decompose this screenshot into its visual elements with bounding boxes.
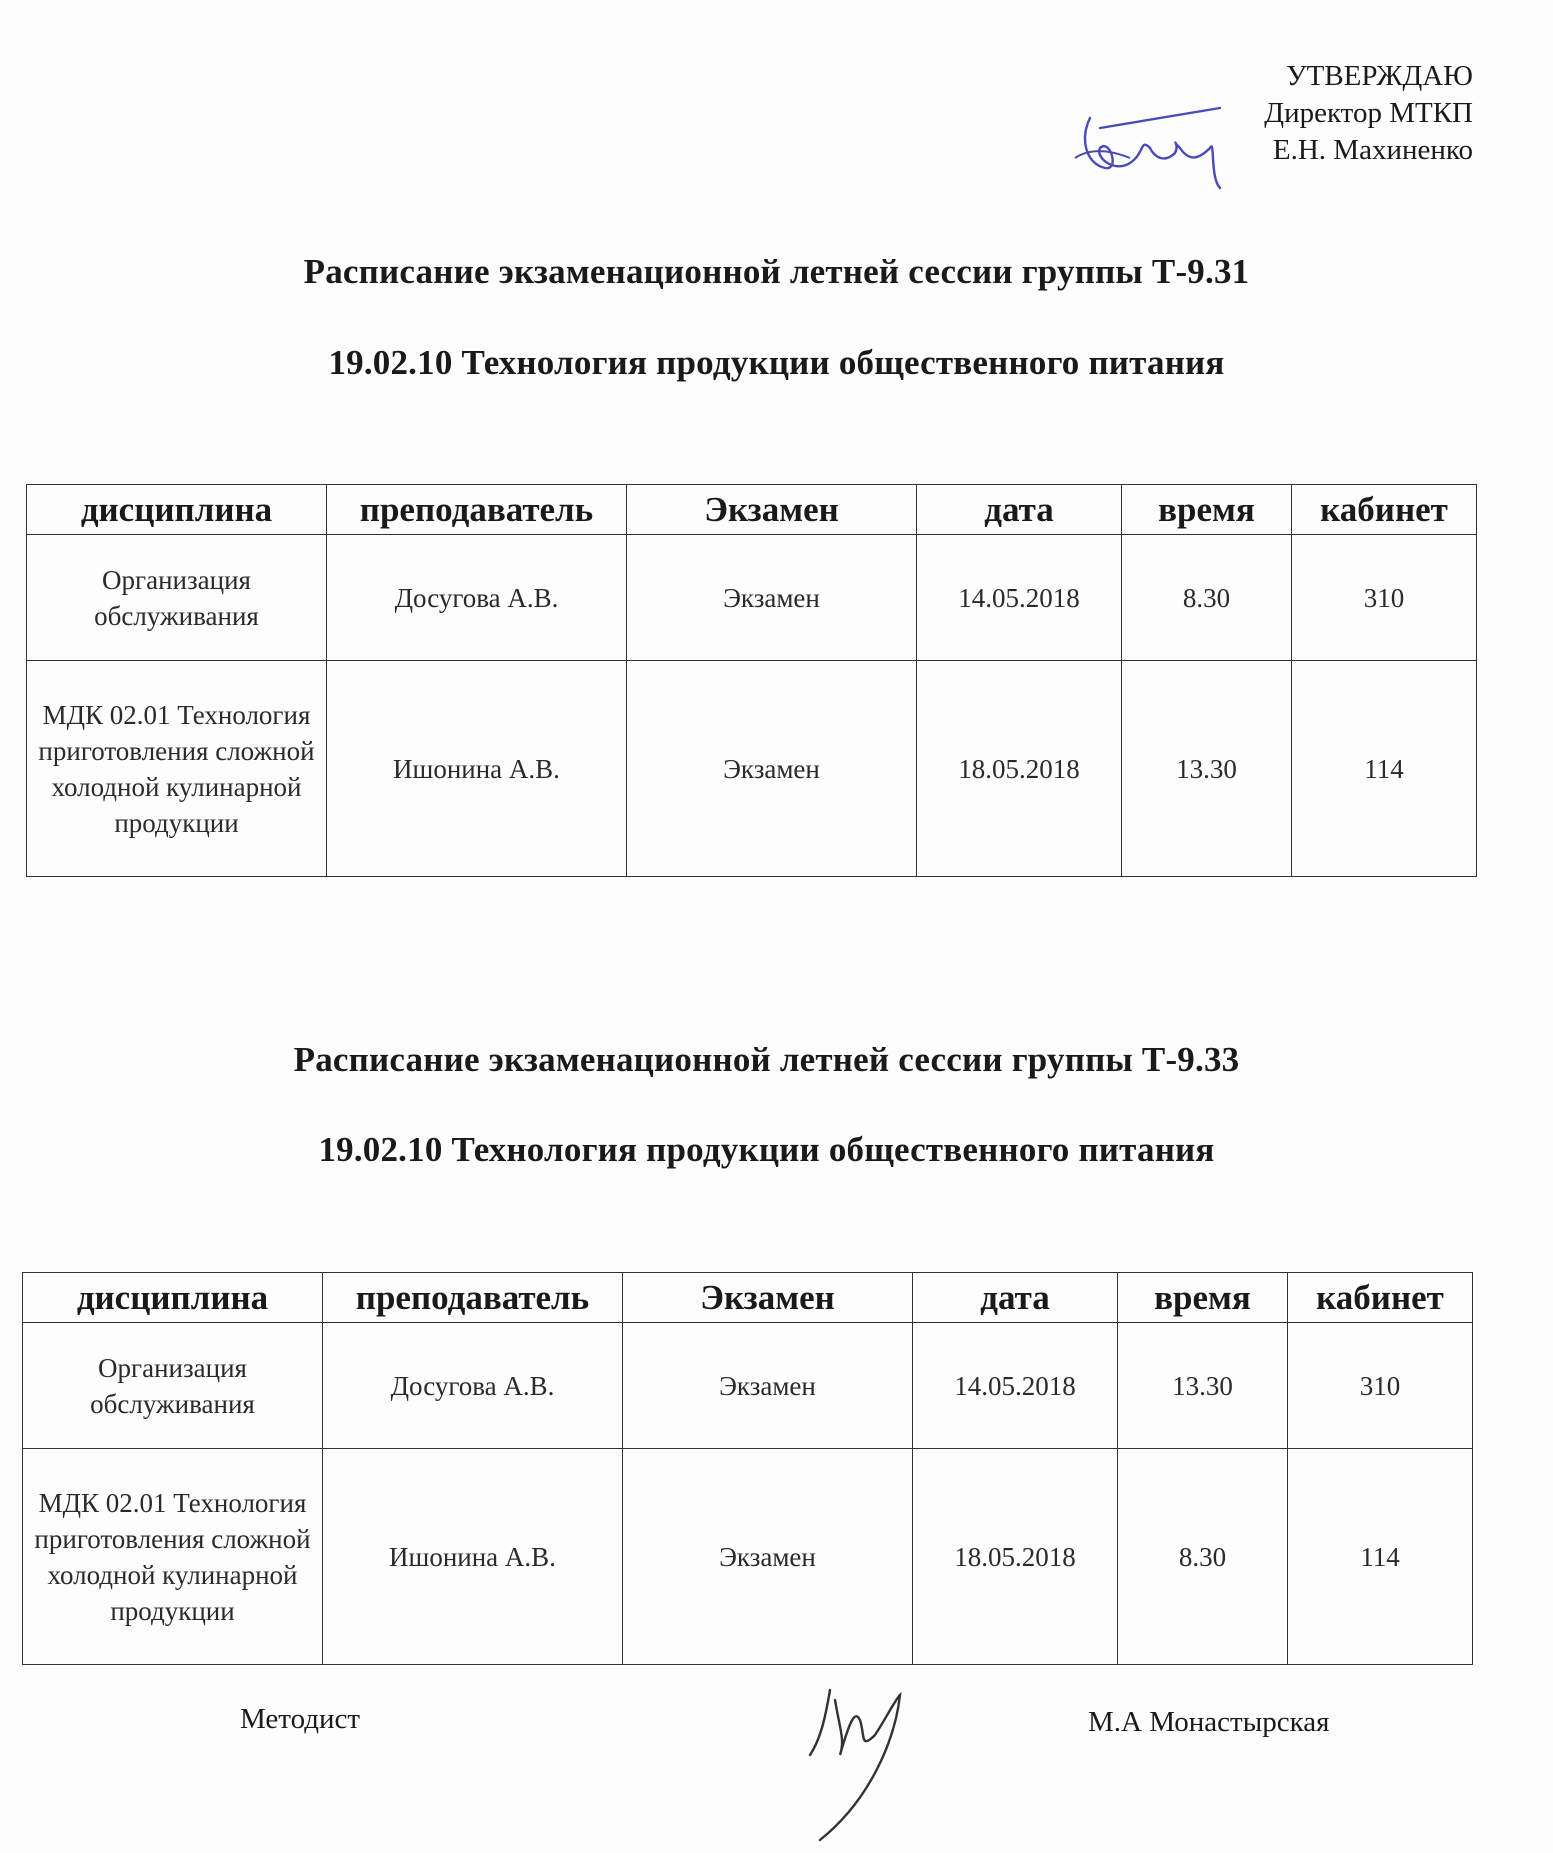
- cell-discipline: Организация обслуживания: [27, 535, 327, 661]
- cell-teacher: Досугова А.В.: [327, 535, 627, 661]
- approval-position: Директор МТКП: [1264, 97, 1473, 129]
- cell-time: 13.30: [1118, 1323, 1288, 1449]
- cell-teacher: Ишонина А.В.: [327, 661, 627, 877]
- cell-date: 14.05.2018: [913, 1323, 1118, 1449]
- footer-name: М.А Монастырская: [1088, 1706, 1330, 1738]
- cell-exam: Экзамен: [627, 535, 917, 661]
- approval-name: Е.Н. Махиненко: [1272, 134, 1473, 166]
- header-time: время: [1118, 1273, 1288, 1323]
- schedule2-subtitle: 19.02.10 Технология продукции общественного питания: [318, 1130, 1215, 1169]
- cell-exam: Экзамен: [623, 1323, 913, 1449]
- header-room: кабинет: [1292, 485, 1477, 535]
- table-header-row: [27, 485, 1477, 535]
- schedule2-title: Расписание экзаменационной летней сессии группы Т-9.33: [293, 1040, 1240, 1079]
- table-header-row: [23, 1273, 1473, 1323]
- cell-teacher: Ишонина А.В.: [323, 1449, 623, 1665]
- header-date: дата: [913, 1273, 1118, 1323]
- header-exam: Экзамен: [627, 485, 917, 535]
- cell-discipline: МДК 02.01 Технология приготовления сложной холодной кулинарной продукции: [23, 1449, 323, 1665]
- header-room: кабинет: [1288, 1273, 1473, 1323]
- table-row: [23, 1323, 1473, 1449]
- header-discipline: дисциплина: [27, 485, 327, 535]
- header-time: время: [1122, 485, 1292, 535]
- cell-exam: Экзамен: [627, 661, 917, 877]
- cell-room: 114: [1288, 1449, 1473, 1665]
- table-row: [27, 661, 1477, 877]
- header-teacher: преподаватель: [323, 1273, 623, 1323]
- cell-teacher: Досугова А.В.: [323, 1323, 623, 1449]
- cell-discipline: МДК 02.01 Технология приготовления сложной холодной кулинарной продукции: [27, 661, 327, 877]
- cell-room: 310: [1292, 535, 1477, 661]
- cell-exam: Экзамен: [623, 1449, 913, 1665]
- table-row: [27, 535, 1477, 661]
- schedule1-table: [26, 484, 1477, 877]
- header-date: дата: [917, 485, 1122, 535]
- methodist-signature: [800, 1680, 920, 1850]
- approval-heading: УТВЕРЖДАЮ: [1286, 60, 1473, 92]
- cell-time: 8.30: [1118, 1449, 1288, 1665]
- header-exam: Экзамен: [623, 1273, 913, 1323]
- cell-time: 13.30: [1122, 661, 1292, 877]
- schedule2-table: [22, 1272, 1473, 1665]
- cell-discipline: Организация обслуживания: [23, 1323, 323, 1449]
- cell-date: 14.05.2018: [917, 535, 1122, 661]
- cell-time: 8.30: [1122, 535, 1292, 661]
- cell-room: 114: [1292, 661, 1477, 877]
- footer-role: Методист: [240, 1703, 361, 1735]
- cell-date: 18.05.2018: [917, 661, 1122, 877]
- schedule1-subtitle: 19.02.10 Технология продукции общественного питания: [328, 343, 1225, 382]
- cell-date: 18.05.2018: [913, 1449, 1118, 1665]
- header-teacher: преподаватель: [327, 485, 627, 535]
- header-discipline: дисциплина: [23, 1273, 323, 1323]
- approval-block: [1264, 58, 1473, 169]
- director-signature: [1070, 78, 1250, 198]
- schedule1-title: Расписание экзаменационной летней сессии группы Т-9.31: [303, 252, 1250, 291]
- cell-room: 310: [1288, 1323, 1473, 1449]
- table-row: [23, 1449, 1473, 1665]
